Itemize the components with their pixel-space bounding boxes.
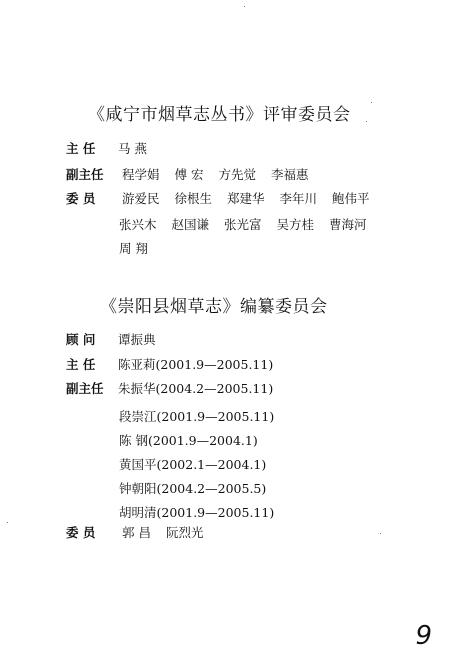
s2-deputy-name: 朱振华 (118, 381, 156, 396)
s2-deputy-entry (119, 431, 258, 449)
s1-deputy-role: 副主任 (66, 167, 104, 182)
s2-deputy-term: (2001.9—2005.11) (156, 505, 275, 520)
page-number: 9 (415, 621, 432, 651)
s2-member-name: 阮烈光 (165, 525, 204, 540)
s2-deputy-term: (2001.9—2005.11) (156, 409, 275, 424)
scan-speck (244, 6, 245, 7)
s2-deputy-term: (2001.9—2004.1) (147, 433, 258, 448)
s1-member-name: 曹海河 (329, 217, 367, 232)
s1-members-line2 (119, 215, 378, 233)
s2-deputy-entry (119, 479, 266, 497)
s2-deputy-term: (2004.2—2005.11) (155, 381, 274, 396)
s1-member-name: 鲍伟平 (331, 191, 370, 206)
s1-member-name: 徐根生 (174, 191, 212, 206)
s2-deputy-entry (119, 503, 274, 521)
s2-deputy-name: 陈 钢 (119, 433, 148, 448)
s2-deputy-term: (2002.1—2004.1) (156, 457, 267, 472)
s1-member-name: 李年川 (279, 191, 317, 206)
s1-director-role: 主 任 (66, 141, 96, 156)
scan-speck (380, 533, 381, 534)
s1-member-name: 郑建华 (226, 191, 265, 206)
s1-deputy-name: 傅 宏 (174, 167, 204, 182)
s2-advisor-row (66, 334, 156, 347)
scan-speck (371, 102, 372, 103)
s1-member-name: 张兴木 (119, 217, 157, 232)
s2-deputies-role: 副主任 (66, 381, 104, 396)
s1-deputy-name: 程学娟 (121, 167, 160, 182)
s2-deputy-entry (119, 455, 266, 473)
s2-deputy-entry (119, 407, 274, 425)
section1-title: 《咸宁市烟草志丛书》评审委员会 (88, 105, 351, 125)
s2-deputy-name: 钟朝阳 (119, 481, 157, 496)
scan-speck (7, 522, 8, 523)
section2-title: 《崇阳县烟草志》编纂委员会 (100, 297, 328, 317)
s2-deputy-name: 段崇江 (119, 409, 157, 424)
s1-member-name: 赵国谦 (171, 217, 210, 232)
s1-deputy-name: 李福惠 (270, 167, 309, 182)
s1-member-name: 游爱民 (121, 191, 160, 206)
s1-members-line3 (119, 239, 159, 257)
s1-deputy-row (66, 169, 319, 182)
s2-advisor-name: 谭振典 (118, 332, 156, 347)
s2-deputy-name: 胡明清 (119, 505, 157, 520)
s1-director-row (66, 143, 158, 156)
s2-advisor-role: 顾 问 (66, 332, 96, 347)
s2-director-role: 主 任 (66, 357, 96, 372)
s2-member-name: 郭 昌 (121, 525, 151, 540)
s1-deputy-name: 方先觉 (218, 167, 256, 182)
s2-director-term: (2001.9—2005.11) (155, 357, 274, 372)
s1-member-name: 周 翔 (119, 241, 148, 256)
s2-deputy-name: 黄国平 (119, 457, 157, 472)
s1-member-name: 吴方桂 (276, 217, 315, 232)
s2-director-row (66, 359, 273, 372)
s1-members-row (66, 193, 381, 206)
s1-director-name: 马 燕 (118, 141, 147, 156)
s1-member-name: 张光富 (224, 217, 262, 232)
scan-speck (366, 121, 367, 122)
s2-deputy-term: (2004.2—2005.5) (156, 481, 267, 496)
s2-deputies-row (66, 383, 273, 396)
s2-members-role: 委 员 (66, 525, 96, 540)
s2-director-name: 陈亚莉 (118, 357, 156, 372)
s2-members-row (66, 527, 214, 540)
s1-members-role: 委 员 (66, 191, 96, 206)
